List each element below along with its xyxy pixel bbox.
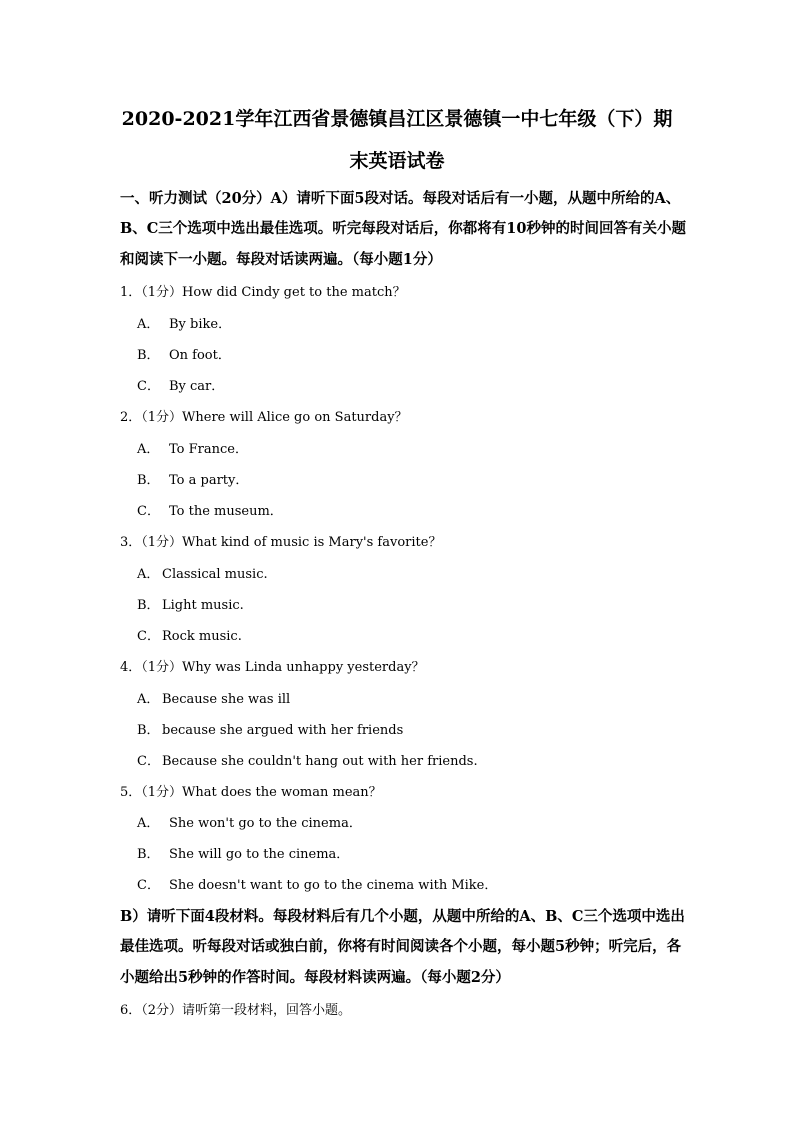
question-6-text: 6．（2分）请听第一段材料，回答小题。 <box>120 1003 352 1018</box>
option-b <box>137 594 244 613</box>
option-label: C． <box>137 504 160 519</box>
option-text: She will go to the cinema． <box>169 847 350 862</box>
option-label: A． <box>137 816 160 831</box>
option-text: By car． <box>169 379 225 394</box>
option-label: C． <box>137 878 160 893</box>
question-text: 4．（1分）Why was Linda unhappy yesterday？ <box>120 660 425 675</box>
option-text: To the museum． <box>169 504 283 519</box>
option-a <box>137 563 268 582</box>
option-text: By bike． <box>169 317 232 332</box>
section-instruction-line: B、C三个选项中选出最佳选项。听完每段对话后，你都将有10秒钟的时间回答有关小题 <box>120 220 686 237</box>
option-a <box>137 812 362 831</box>
option-c <box>137 750 478 769</box>
option-text: Classical music. <box>162 567 268 582</box>
option-c <box>137 500 283 519</box>
title-line-1: 2020-2021学年江西省景德镇昌江区景德镇一中七年级（下）期 <box>121 108 673 130</box>
option-a <box>137 688 290 707</box>
option-b <box>137 469 248 488</box>
option-text: Because she couldn't hang out with her friends. <box>162 754 478 769</box>
option-c <box>137 874 497 893</box>
option-label: B． <box>137 723 160 738</box>
option-c <box>137 375 224 394</box>
option-text: She doesn't want to go to the cinema with Mike． <box>169 878 498 893</box>
option-label: B． <box>137 847 160 862</box>
question-text: 5．（1分）What does the woman mean？ <box>120 785 382 800</box>
option-text: Because she was ill <box>162 692 291 707</box>
option-label: A． <box>137 692 160 707</box>
option-text: Rock music. <box>162 629 242 644</box>
option-label: A． <box>137 442 160 457</box>
section-instruction-line: 最佳选项。听每段对话或独白前，你将有时间阅读各个小题，每小题5秒钟；听完后，各 <box>120 938 682 955</box>
question-text: 1．（1分）How did Cindy get to the match？ <box>120 285 406 300</box>
option-a <box>137 313 231 332</box>
option-b <box>137 843 349 862</box>
question-text: 3．（1分）What kind of music is Mary's favorite？ <box>120 535 442 550</box>
option-text: She won't go to the cinema． <box>169 816 362 831</box>
option-label: A． <box>137 567 160 582</box>
option-label: A． <box>137 317 160 332</box>
section-instruction-line: 小题给出5秒钟的作答时间。每段材料读两遍。（每小题2分） <box>120 969 510 986</box>
option-text: To a party． <box>169 473 249 488</box>
section-instruction-line: B）请听下面4段材料。每段材料后有几个小题，从题中所给的A、B、C三个选项中选出 <box>120 908 685 925</box>
option-label: C． <box>137 629 160 644</box>
option-label: B． <box>137 348 160 363</box>
option-text: because she argued with her friends <box>162 723 404 738</box>
title-line-2: 末英语试卷 <box>349 150 445 172</box>
option-c <box>137 625 242 644</box>
option-label: B． <box>137 598 160 613</box>
question-text: 2．（1分）Where will Alice go on Saturday？ <box>120 410 408 425</box>
option-text: On foot． <box>169 348 231 363</box>
option-text: To France． <box>169 442 248 457</box>
option-label: C． <box>137 754 160 769</box>
option-label: C． <box>137 379 160 394</box>
option-b <box>137 344 231 363</box>
option-text: Light music. <box>162 598 244 613</box>
option-a <box>137 438 248 457</box>
section-instruction-line: 一、听力测试（20分）A）请听下面5段对话。每段对话后有一小题，从题中所给的A、 <box>120 190 681 207</box>
section-instruction-line: 和阅读下一小题。每段对话读两遍。（每小题1分） <box>120 251 442 268</box>
option-b <box>137 719 403 738</box>
option-label: B． <box>137 473 160 488</box>
